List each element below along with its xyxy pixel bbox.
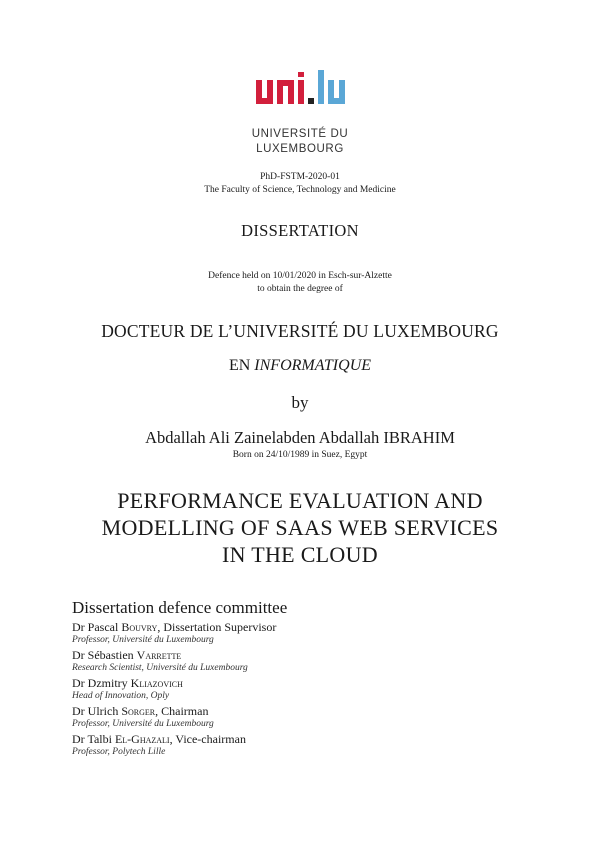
- dissertation-title: [0, 487, 600, 568]
- member-name: [72, 732, 532, 746]
- faculty-name: The Faculty of Science, Technology and Medicine: [204, 185, 396, 195]
- member-surname: El-Ghazali: [114, 732, 170, 746]
- member-surname: Bouvry: [121, 620, 158, 634]
- uni-lu-wordmark-icon: [250, 70, 350, 116]
- dissertation-title-line2: MODELLING OF SAAS WEB SERVICES: [101, 515, 499, 540]
- committee-member: [72, 648, 532, 674]
- member-affiliation: Professor, Polytech Lille: [72, 747, 166, 757]
- degree-title: DOCTEUR DE L’UNIVERSITÉ DU LUXEMBOURG: [101, 321, 499, 341]
- member-role: , Chairman: [155, 704, 209, 718]
- member-surname: Sorger: [121, 704, 156, 718]
- university-name-line2: LUXEMBOURG: [256, 143, 344, 155]
- member-name: [72, 620, 532, 634]
- member-role: , Dissertation Supervisor: [157, 620, 277, 634]
- dissertation-title-line1: PERFORMANCE EVALUATION AND: [117, 488, 483, 513]
- member-name: [72, 648, 532, 662]
- member-affiliation: Research Scientist, Université du Luxembourg: [72, 663, 248, 673]
- degree-field: [0, 357, 600, 375]
- committee-heading: Dissertation defence committee: [72, 598, 288, 617]
- by-label: by: [291, 393, 309, 412]
- committee-member: [72, 676, 532, 702]
- member-name: [72, 704, 532, 718]
- member-prefix: Dr Talbi: [72, 732, 115, 746]
- member-affiliation: Professor, Université du Luxembourg: [72, 635, 214, 645]
- defence-line2: to obtain the degree of: [257, 284, 343, 294]
- member-prefix: Dr Ulrich: [72, 704, 122, 718]
- defence-line1: Defence held on 10/01/2020 in Esch-sur-Alzette: [208, 271, 392, 281]
- author-name: Abdallah Ali Zainelabden Abdallah IBRAHIM: [145, 428, 455, 447]
- member-affiliation: Professor, Université du Luxembourg: [72, 719, 214, 729]
- author-birth: Born on 24/10/1989 in Suez, Egypt: [232, 450, 368, 460]
- university-name: [250, 127, 350, 157]
- document-type: DISSERTATION: [241, 221, 359, 240]
- university-logo: [250, 70, 350, 168]
- member-affiliation: Head of Innovation, Oply: [72, 691, 170, 701]
- dissertation-title-line3: IN THE CLOUD: [222, 542, 378, 567]
- committee-section: [72, 598, 532, 758]
- member-name: [72, 676, 532, 690]
- member-surname: Varrette: [136, 648, 182, 662]
- degree-field-prefix: EN: [228, 357, 255, 374]
- degree-field-name: INFORMATIQUE: [254, 357, 372, 374]
- committee-member: [72, 620, 532, 646]
- member-role: , Vice-chairman: [169, 732, 246, 746]
- committee-member: [72, 732, 532, 758]
- university-name-line1: UNIVERSITÉ DU: [251, 128, 349, 140]
- member-prefix: Dr Dzmitry: [72, 676, 131, 690]
- thesis-number: PhD-FSTM-2020-01: [260, 172, 340, 182]
- committee-member: [72, 704, 532, 730]
- member-surname: Kliazovich: [130, 676, 183, 690]
- member-prefix: Dr Sébastien: [72, 648, 137, 662]
- member-prefix: Dr Pascal: [72, 620, 122, 634]
